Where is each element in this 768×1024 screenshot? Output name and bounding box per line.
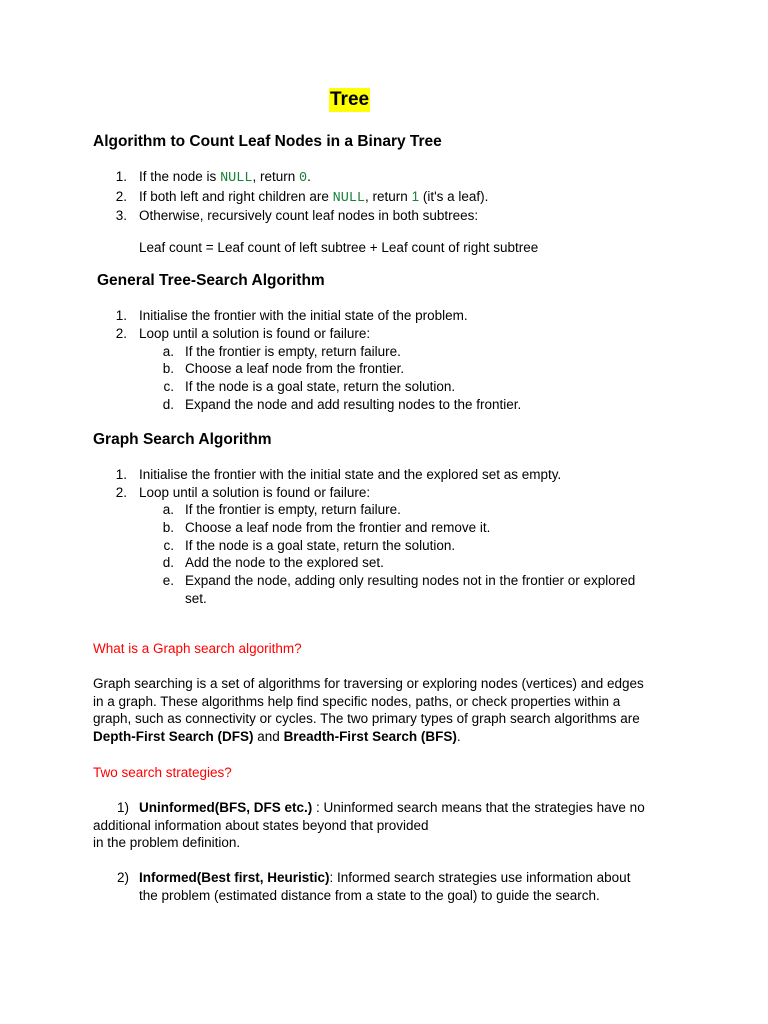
- sublist-item: If the frontier is empty, return failure.: [185, 344, 401, 359]
- list-item: Initialise the frontier with the initial state and the explored set as empty.: [139, 467, 562, 482]
- section-heading-leaf-count: Algorithm to Count Leaf Nodes in a Binary Tree: [93, 133, 442, 150]
- section-heading-graph-search: Graph Search Algorithm: [93, 431, 272, 448]
- list-item: If both left and right children are NULL, return 1 (it's a leaf).: [139, 189, 489, 206]
- sublist-item: If the frontier is empty, return failure.: [185, 502, 401, 517]
- sublist-letter: b.: [162, 361, 174, 376]
- sublist-letter: c.: [163, 379, 174, 394]
- strategy-line: additional information about states beyond that provided: [93, 818, 429, 833]
- strategy-title: Informed(Best first, Heuristic): [139, 870, 330, 885]
- list-item: Loop until a solution is found or failure:: [139, 326, 371, 341]
- sublist-item: Choose a leaf node from the frontier.: [185, 361, 405, 376]
- sublist-letter: e.: [162, 573, 174, 588]
- term-dfs: Depth-First Search (DFS): [93, 729, 254, 744]
- question-graph-search: What is a Graph search algorithm?: [93, 641, 302, 656]
- strategy-item: Uninformed(BFS, DFS etc.) : Uninformed search means that the strategies have no: [139, 800, 645, 815]
- list-number: 3.: [115, 208, 127, 223]
- list-item: Loop until a solution is found or failure:: [139, 485, 371, 500]
- sublist-item: Expand the node and add resulting nodes to the frontier.: [185, 397, 522, 412]
- strategy-title: Uninformed(BFS, DFS etc.): [139, 800, 313, 815]
- list-number: 2.: [115, 326, 127, 341]
- sublist-letter: a.: [162, 502, 174, 517]
- list-item: Initialise the frontier with the initial state of the problem.: [139, 308, 468, 323]
- question-search-strategies: Two search strategies?: [93, 765, 232, 780]
- code-null: NULL: [332, 191, 366, 206]
- strategy-item: Informed(Best first, Heuristic): Informed search strategies use information about: [139, 870, 631, 885]
- strategy-number: 1): [116, 800, 129, 815]
- sublist-item: Add the node to the explored set.: [185, 555, 384, 570]
- formula: Leaf count = Leaf count of left subtree + Leaf count of right subtree: [139, 240, 539, 255]
- page-title: Tree: [330, 89, 370, 110]
- answer-line: Graph searching is a set of algorithms for traversing or exploring nodes (vertices) and edges: [93, 676, 644, 691]
- sublist-item: If the node is a goal state, return the solution.: [185, 379, 456, 394]
- sublist-letter: d.: [162, 555, 174, 570]
- answer-line: in a graph. These algorithms help find specific nodes, paths, or check properties within a: [93, 694, 621, 709]
- answer-line: graph, such as connectivity or cycles. The two primary types of graph search algorithms are: [93, 711, 640, 726]
- list-item: Otherwise, recursively count leaf nodes in both subtrees:: [139, 208, 479, 223]
- strategy-number: 2): [116, 870, 129, 885]
- list-number: 2.: [115, 485, 127, 500]
- sublist-item: If the node is a goal state, return the solution.: [185, 538, 456, 553]
- sublist-item: Expand the node, adding only resulting nodes not in the frontier or explored: [185, 573, 636, 588]
- list-number: 1.: [115, 308, 127, 323]
- strategy-line: in the problem definition.: [93, 835, 241, 850]
- value-one: 1: [411, 189, 420, 204]
- term-bfs: Breadth-First Search (BFS): [283, 729, 457, 744]
- sublist-letter: c.: [163, 538, 174, 553]
- sublist-letter: d.: [162, 397, 174, 412]
- list-number: 1.: [115, 169, 127, 184]
- list-number: 1.: [115, 467, 127, 482]
- list-number: 2.: [115, 189, 127, 204]
- code-zero: 0: [299, 171, 308, 186]
- answer-line: Depth-First Search (DFS) and Breadth-First Search (BFS).: [93, 729, 461, 744]
- sublist-item: Choose a leaf node from the frontier and remove it.: [185, 520, 491, 535]
- sublist-letter: a.: [162, 344, 174, 359]
- sublist-letter: b.: [162, 520, 174, 535]
- sublist-item-continued: set.: [185, 591, 207, 606]
- code-null: NULL: [220, 171, 253, 186]
- strategy-line: the problem (estimated distance from a state to the goal) to guide the search.: [139, 888, 600, 903]
- section-heading-tree-search: General Tree-Search Algorithm: [97, 272, 325, 289]
- list-item: If the node is NULL, return 0.: [139, 169, 311, 186]
